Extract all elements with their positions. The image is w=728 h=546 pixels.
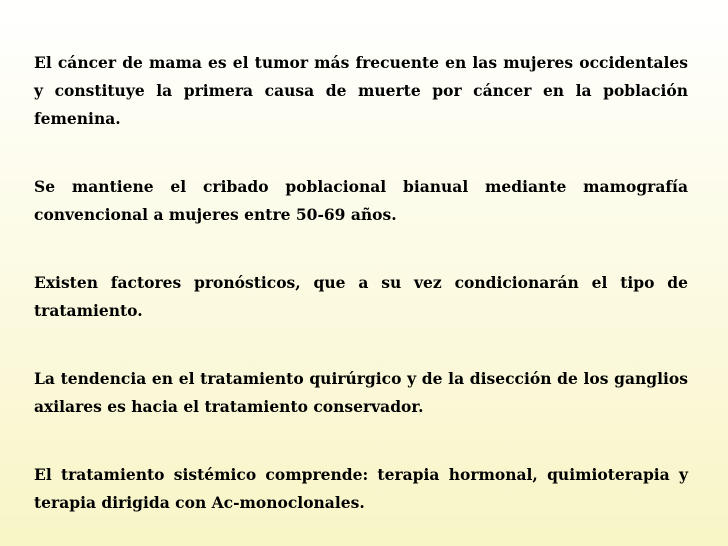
slide-body: [34, 49, 688, 517]
paragraph-surgical-trend: La tendencia en el tratamiento quirúrgico y de la disección de los ganglios axilares es hacia el tratamiento conservador.: [34, 369, 688, 416]
paragraph-prognostic-factors: Existen factores pronósticos, que a su vez condicionarán el tipo de tratamiento.: [34, 273, 688, 320]
paragraph-systemic-treatment: El tratamiento sistémico comprende: terapia hormonal, quimioterapia y terapia dirigida con Ac-monoclonales.: [34, 465, 688, 512]
paragraph-screening: Se mantiene el cribado poblacional bianual mediante mamografía convencional a mujeres entre 50-69 años.: [34, 177, 688, 224]
paragraph-breast-cancer-frequency: El cáncer de mama es el tumor más frecuente en las mujeres occidentales y constituye la primera causa de muerte por cáncer en la población femenina.: [34, 53, 688, 128]
